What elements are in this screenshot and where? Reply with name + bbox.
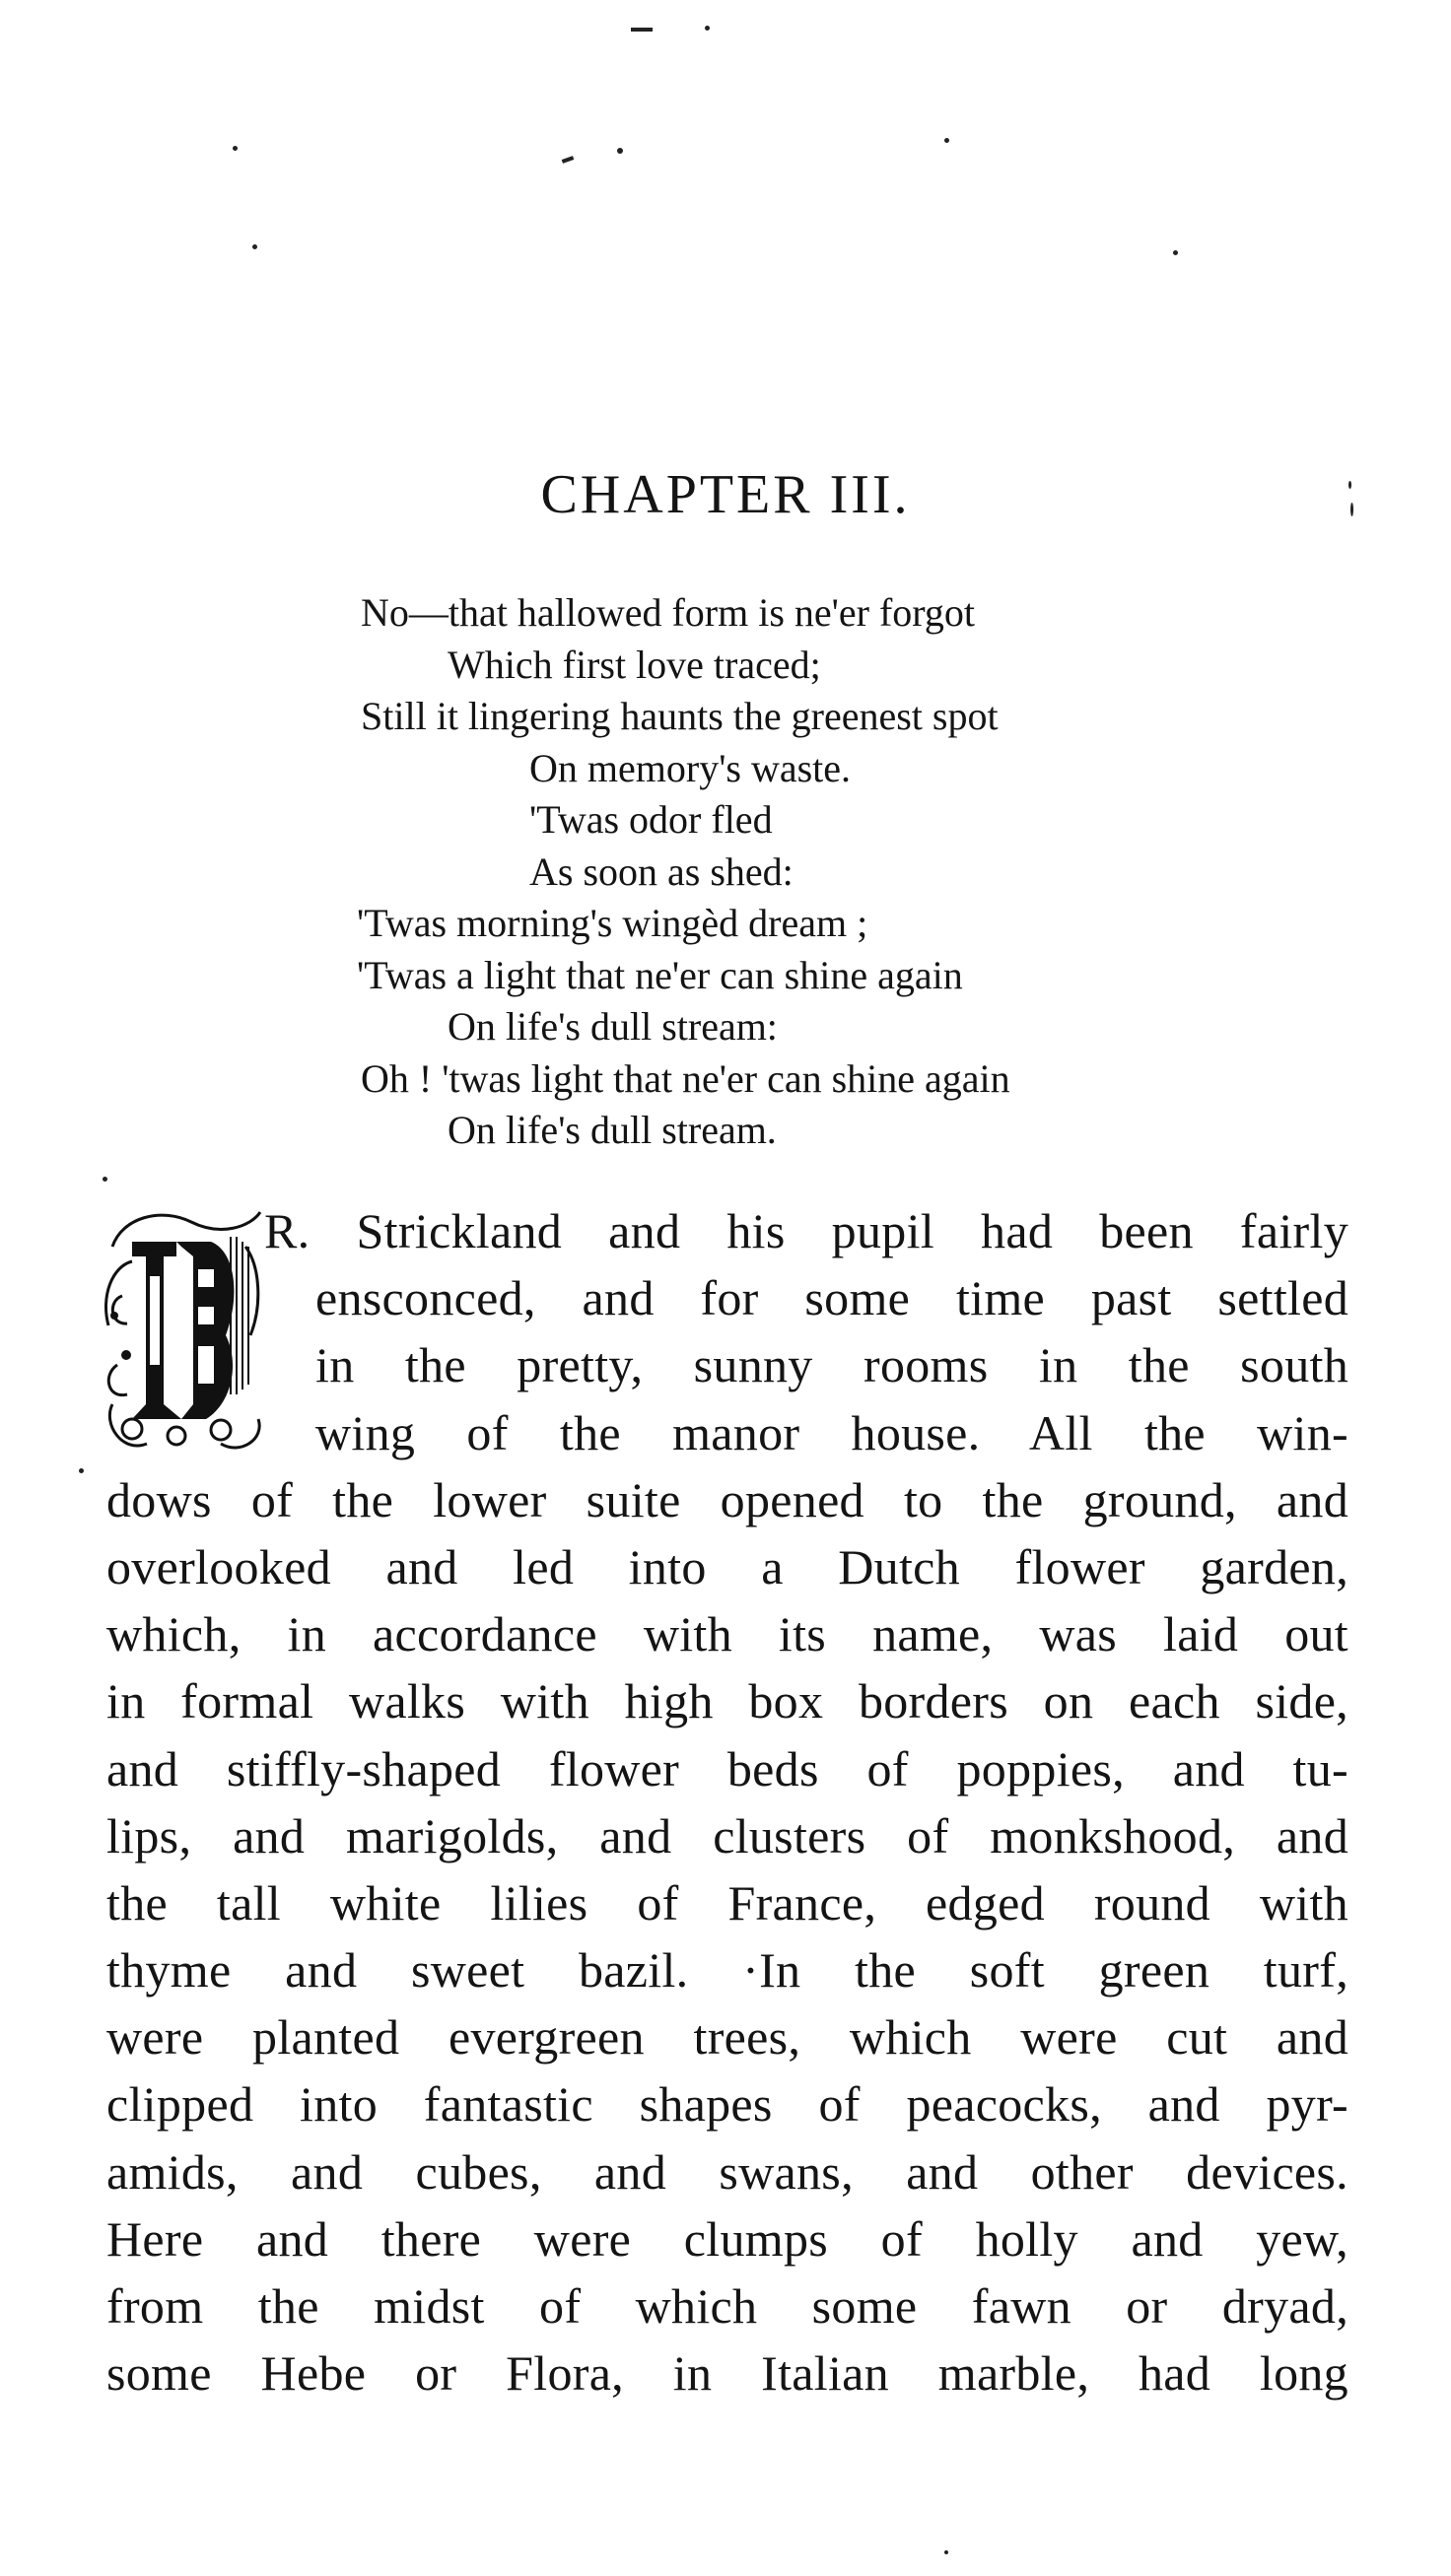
scan-speck <box>1173 250 1178 255</box>
body-line-text: R. Strickland and his pupil had been fairly <box>264 1203 1348 1258</box>
scan-speck <box>617 148 623 154</box>
body-line: clipped into fantastic shapes of peacocks, and pyr- <box>106 2076 1348 2133</box>
body-line: Here and there were clumps of holly and yew, <box>106 2210 1348 2267</box>
epigraph-poem <box>357 587 1010 1157</box>
body-line: which, in accordance with its name, was laid out <box>106 1606 1348 1662</box>
body-line: thyme and sweet bazil. ·In the soft green turf, <box>106 1942 1348 1999</box>
poem-line: 'Twas odor fled <box>529 797 773 842</box>
body-line: amids, and cubes, and swans, and other devices. <box>106 2143 1348 2200</box>
poem-line: Which first love traced; <box>448 642 821 687</box>
body-line: ensconced, and for some time past settled <box>315 1270 1348 1326</box>
scan-speck <box>944 2550 948 2554</box>
poem-line: On memory's waste. <box>529 745 852 790</box>
scan-speck <box>233 146 238 151</box>
body-line: lips, and marigolds, and clusters of monkshood, and <box>106 1807 1348 1864</box>
scan-speck <box>79 1468 84 1473</box>
body-line: wing of the manor house. All the win- <box>315 1404 1348 1460</box>
scan-speck <box>252 244 257 249</box>
poem-line: 'Twas a light that ne'er can shine again <box>357 952 963 997</box>
body-line: in formal walks with high box borders on each side, <box>106 1673 1348 1729</box>
poem-line: On life's dull stream: <box>448 1004 778 1049</box>
poem-line: As soon as shed: <box>529 848 794 894</box>
poem-line: No—that hallowed form is ne'er forgot <box>361 590 975 635</box>
body-line: overlooked and led into a Dutch flower garden, <box>106 1538 1348 1594</box>
chapter-title: CHAPTER III. <box>540 464 911 525</box>
scan-speck <box>944 138 949 143</box>
body-line: the tall white lilies of France, edged round with <box>106 1874 1348 1931</box>
scan-mark <box>631 28 653 32</box>
chapter-body <box>106 1197 1348 2407</box>
body-line: from the midst of which some fawn or dryad, <box>106 2278 1348 2334</box>
scan-mark <box>562 156 575 164</box>
poem-line: On life's dull stream. <box>448 1108 777 1152</box>
body-line: were planted evergreen trees, which were cut and <box>106 2009 1348 2066</box>
body-line: dows of the lower suite opened to the ground, and <box>106 1471 1348 1527</box>
scan-speck <box>705 26 710 31</box>
poem-line: Oh ! 'twas light that ne'er can shine again <box>361 1055 1010 1101</box>
body-line: some Hebe or Flora, in Italian marble, had long <box>106 2345 1348 2402</box>
body-line: and stiffly-shaped flower beds of poppies, and tu- <box>106 1740 1348 1796</box>
poem-line: 'Twas morning's wingèd dream ; <box>357 901 868 945</box>
body-line: in the pretty, sunny rooms in the south <box>315 1337 1348 1393</box>
poem-line: Still it lingering haunts the greenest spot <box>361 694 999 738</box>
body-line <box>106 1197 1348 1264</box>
scan-speck <box>103 1177 107 1182</box>
